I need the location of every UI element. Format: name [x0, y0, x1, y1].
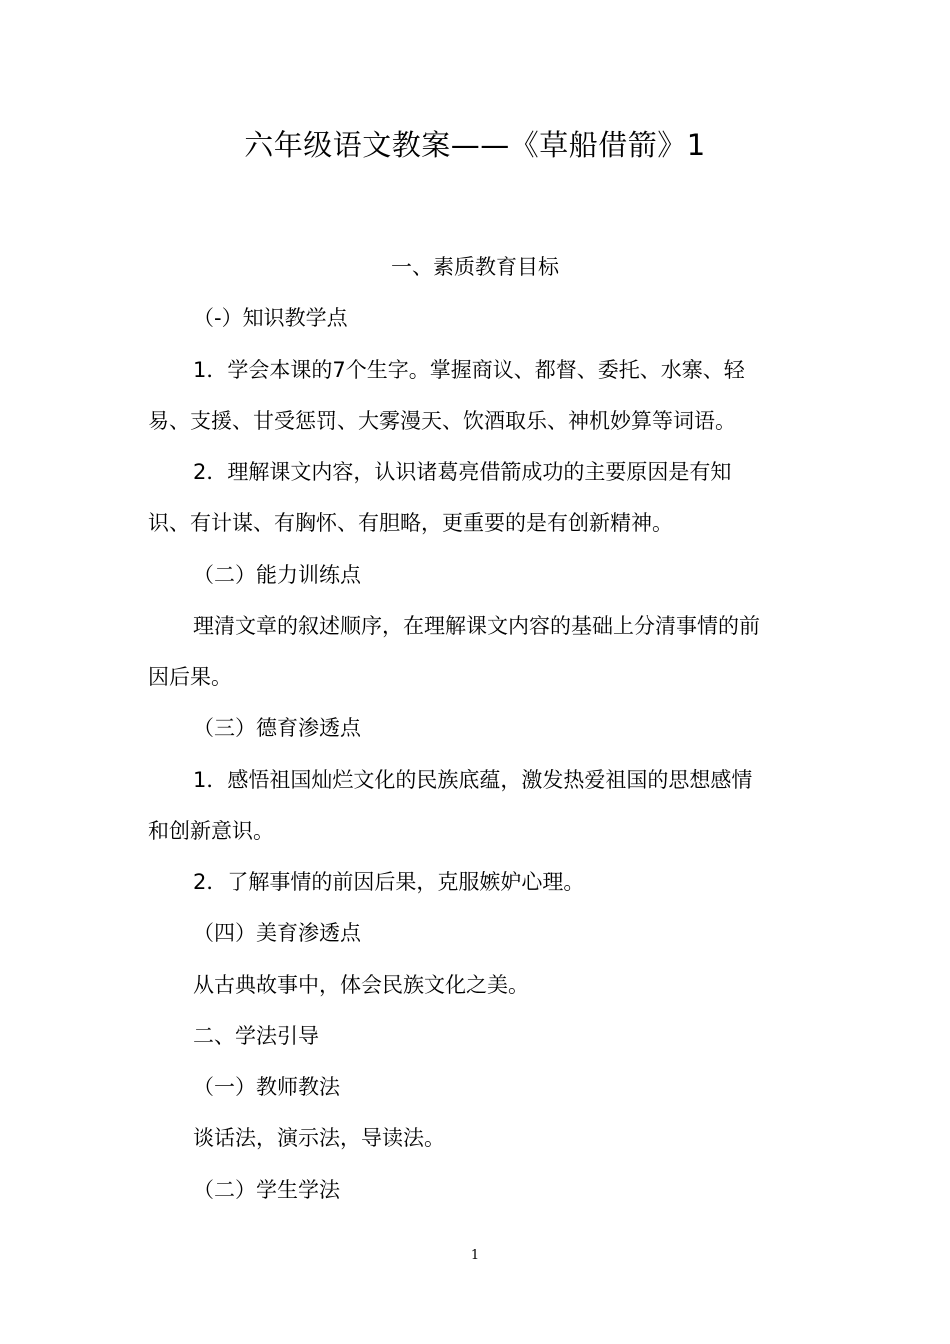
section-heading-study-guidance: 二、学法引导: [193, 1024, 319, 1048]
paragraph-line: 易、支援、甘受惩罚、大雾漫天、饮酒取乐、神机妙算等词语。: [148, 409, 736, 433]
paragraph-line: 和创新意识。: [148, 819, 274, 843]
paragraph-line: 2．了解事情的前因后果，克服嫉妒心理。: [193, 870, 585, 894]
subheading-moral-education: （三）德育渗透点: [193, 716, 361, 740]
paragraph-line: 从古典故事中，体会民族文化之美。: [193, 973, 529, 997]
paragraph-line: 因后果。: [148, 665, 232, 689]
paragraph-line: 识、有计谋、有胸怀、有胆略，更重要的是有创新精神。: [148, 511, 673, 535]
subheading-student-methods: （二）学生学法: [193, 1178, 340, 1202]
paragraph-line: 1．学会本课的7个生字。掌握商议、都督、委托、水寨、轻: [193, 358, 745, 382]
page-number: 1: [470, 1248, 480, 1263]
document-title: 六年级语文教案——《草船借箭》1: [244, 128, 706, 162]
paragraph-line: 2．理解课文内容，认识诸葛亮借箭成功的主要原因是有知: [193, 460, 732, 484]
paragraph-line: 1．感悟祖国灿烂文化的民族底蕴，激发热爱祖国的思想感情: [193, 768, 753, 792]
subheading-teacher-methods: （一）教师教法: [193, 1075, 340, 1099]
subheading-knowledge-points: （-）知识教学点: [193, 306, 348, 330]
paragraph-line: 谈话法，演示法，导读法。: [193, 1126, 445, 1150]
section-heading-quality-goals: 一、素质教育目标: [391, 255, 559, 279]
subheading-ability-training: （二）能力训练点: [193, 563, 361, 587]
subheading-aesthetic-education: （四）美育渗透点: [193, 921, 361, 945]
paragraph-line: 理清文章的叙述顺序，在理解课文内容的基础上分清事情的前: [193, 614, 760, 638]
